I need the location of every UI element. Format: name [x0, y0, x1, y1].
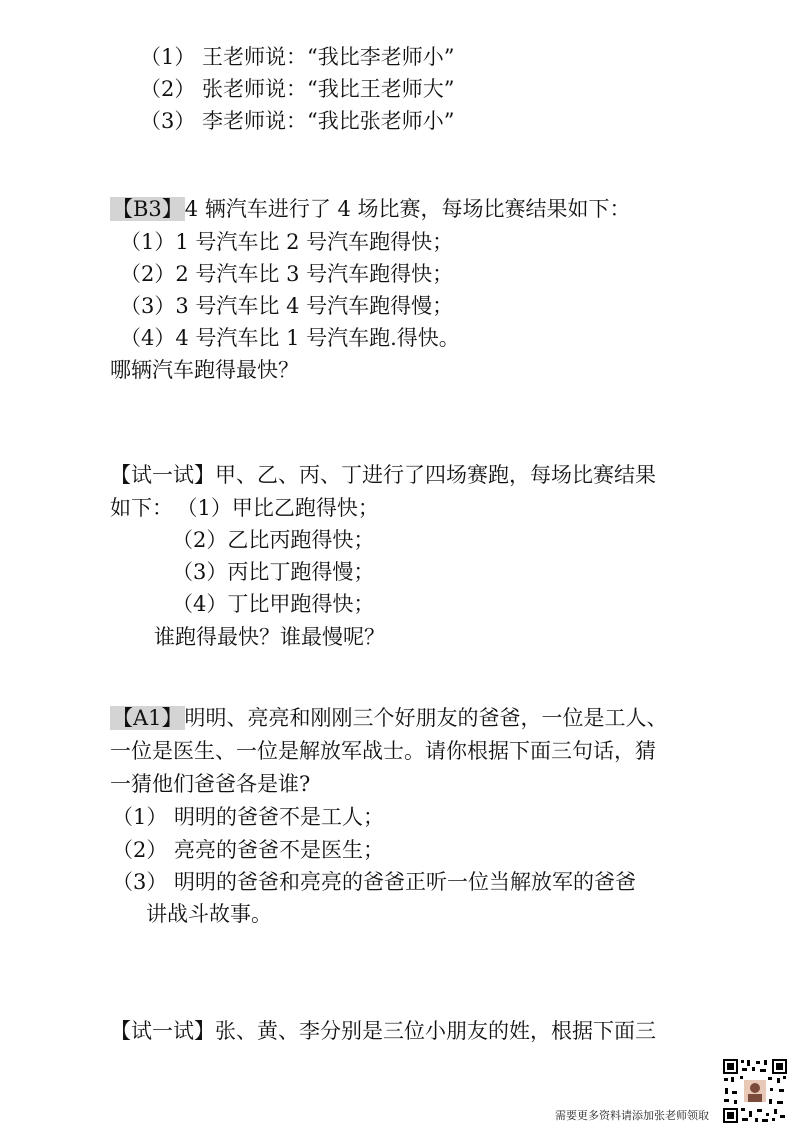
b3-item-2: （2）2 号汽车比 3 号汽车跑得快；: [120, 262, 454, 286]
b3-intro: 4 辆汽车进行了 4 场比赛，每场比赛结果如下：: [184, 197, 631, 221]
footer-text: 需要更多资料请添加张老师领取: [555, 1109, 709, 1122]
a1-item-1: （1） 明明的爸爸不是工人；: [112, 805, 385, 829]
try2-tag: 【试一试】: [110, 1019, 215, 1043]
try1-intro: 甲、乙、丙、丁进行了四场赛跑，每场比赛结果: [215, 463, 656, 487]
statement-1: （1） 王老师说：“我比李老师小”: [140, 45, 455, 69]
try1-question: 谁跑得最快？谁最慢呢？: [154, 625, 385, 649]
try2-intro-line: [110, 1017, 656, 1045]
a1-line-3: 一猜他们爸爸各是谁?: [110, 772, 311, 796]
try1-line2: [110, 494, 379, 522]
qr-code-icon[interactable]: [722, 1058, 788, 1124]
try1-tag: 【试一试】: [110, 463, 215, 487]
try2-intro: 张、黄、李分别是三位小朋友的姓，根据下面三: [215, 1019, 656, 1043]
try1-line2-prefix: 如下：: [110, 496, 173, 520]
a1-intro-line: [110, 704, 668, 732]
a1-line-2: 一位是医生、一位是解放军战士。请你根据下面三句话，猜: [110, 739, 656, 763]
statement-2: （2） 张老师说：“我比王老师大”: [140, 77, 455, 101]
a1-item-3: （3） 明明的爸爸和亮亮的爸爸正听一位当解放军的爸爸: [112, 870, 637, 894]
a1-tag: 【A1】: [112, 706, 183, 730]
b3-tag: 【B3】: [112, 197, 183, 221]
b3-question: 哪辆汽车跑得最快？: [110, 358, 299, 382]
a1-item-3-cont: 讲战斗故事。: [146, 902, 272, 926]
try1-item-3: （3）丙比丁跑得慢；: [172, 560, 375, 584]
try1-item-2: （2）乙比丙跑得快；: [172, 528, 375, 552]
try1-item-1: （1）甲比乙跑得快；: [187, 496, 379, 520]
try1-intro-line: [110, 461, 656, 489]
a1-intro: 明明、亮亮和刚刚三个好朋友的爸爸，一位是工人、: [184, 706, 668, 730]
b3-item-1: （1）1 号汽车比 2 号汽车跑得快；: [120, 230, 454, 254]
statement-3: （3） 李老师说：“我比张老师小”: [140, 109, 455, 133]
try1-item-4: （4）丁比甲跑得快；: [172, 592, 375, 616]
b3-item-4: （4）4 号汽车比 1 号汽车跑.得快。: [120, 326, 460, 350]
a1-item-2: （2） 亮亮的爸爸不是医生；: [112, 838, 385, 862]
b3-intro-line: [110, 195, 631, 223]
b3-item-3: （3）3 号汽车比 4 号汽车跑得慢；: [120, 294, 454, 318]
